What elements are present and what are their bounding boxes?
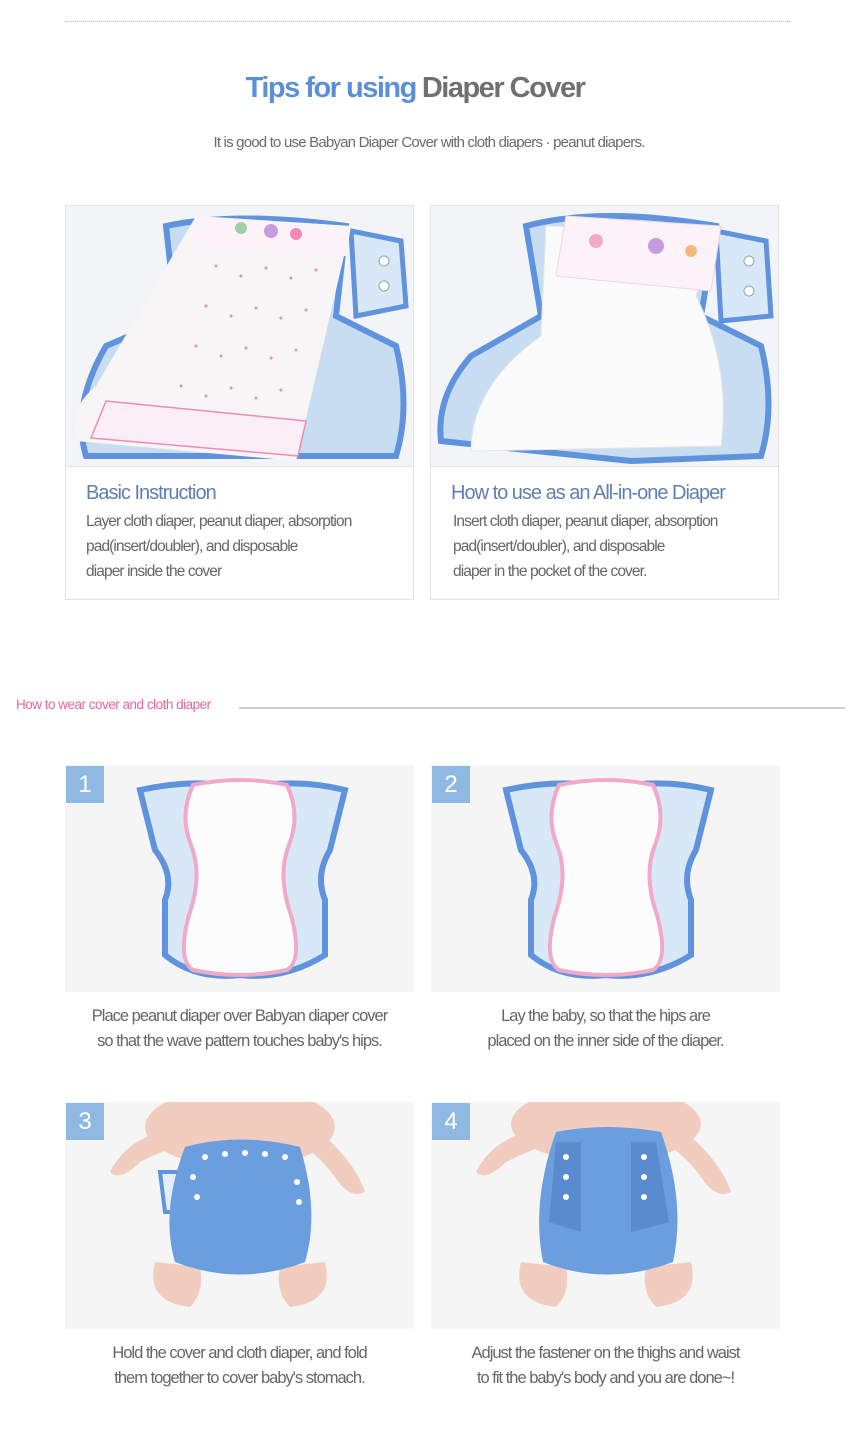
- card-line: pad(insert/doubler), and disposable: [453, 538, 665, 555]
- step-caption: [431, 1341, 780, 1391]
- caption-line: Adjust the fastener on the thighs and waist: [471, 1344, 740, 1362]
- card-line: diaper in the pocket of the cover.: [453, 563, 647, 580]
- step-caption: [65, 1341, 414, 1391]
- step-photo: [65, 1102, 414, 1329]
- top-divider: [66, 21, 790, 22]
- section-divider: [239, 707, 845, 709]
- step-number-badge: 1: [66, 766, 104, 803]
- caption-line: placed on the inner side of the diaper.: [487, 1032, 724, 1050]
- caption-line: so that the wave pattern touches baby's hips.: [97, 1032, 382, 1050]
- title-product: Diaper Cover: [421, 72, 585, 104]
- page-subtitle: It is good to use Babyan Diaper Cover with cloth diapers · peanut diapers.: [213, 134, 645, 151]
- card-description: [86, 509, 351, 584]
- card-line: Insert cloth diaper, peanut diaper, absorption: [453, 513, 718, 530]
- card-description: [453, 509, 718, 584]
- cover-pocket-photo: [431, 206, 778, 467]
- caption-line: Hold the cover and cloth diaper, and fold: [112, 1344, 367, 1362]
- step-caption: [431, 1004, 780, 1054]
- card-title: How to use as an All-in-one Diaper: [451, 482, 725, 504]
- caption-line: Place peanut diaper over Babyan diaper cover: [91, 1007, 388, 1025]
- step-photo: [431, 1102, 780, 1329]
- card-line: pad(insert/doubler), and disposable: [86, 538, 298, 555]
- step-photo: [431, 765, 780, 992]
- caption-line: Lay the baby, so that the hips are: [501, 1007, 710, 1025]
- card-line: diaper inside the cover: [86, 563, 222, 580]
- card-basic-instruction: [65, 205, 414, 600]
- card-line: Layer cloth diaper, peanut diaper, absorption: [86, 513, 352, 530]
- page-title: [0, 72, 830, 105]
- cover-with-insert-photo: [66, 206, 413, 467]
- step-number-badge: 2: [432, 766, 470, 803]
- step-number-badge: 3: [66, 1103, 104, 1140]
- caption-line: to fit the baby's body and you are done~!: [476, 1369, 735, 1387]
- step-caption: [65, 1004, 414, 1054]
- title-highlight: Tips for using: [245, 72, 416, 104]
- card-all-in-one: [430, 205, 779, 600]
- card-title: Basic Instruction: [86, 482, 216, 504]
- step-photo: [65, 765, 414, 992]
- section-heading: How to wear cover and cloth diaper: [16, 697, 211, 712]
- step-number-badge: 4: [432, 1103, 470, 1140]
- caption-line: them together to cover baby's stomach.: [114, 1369, 365, 1387]
